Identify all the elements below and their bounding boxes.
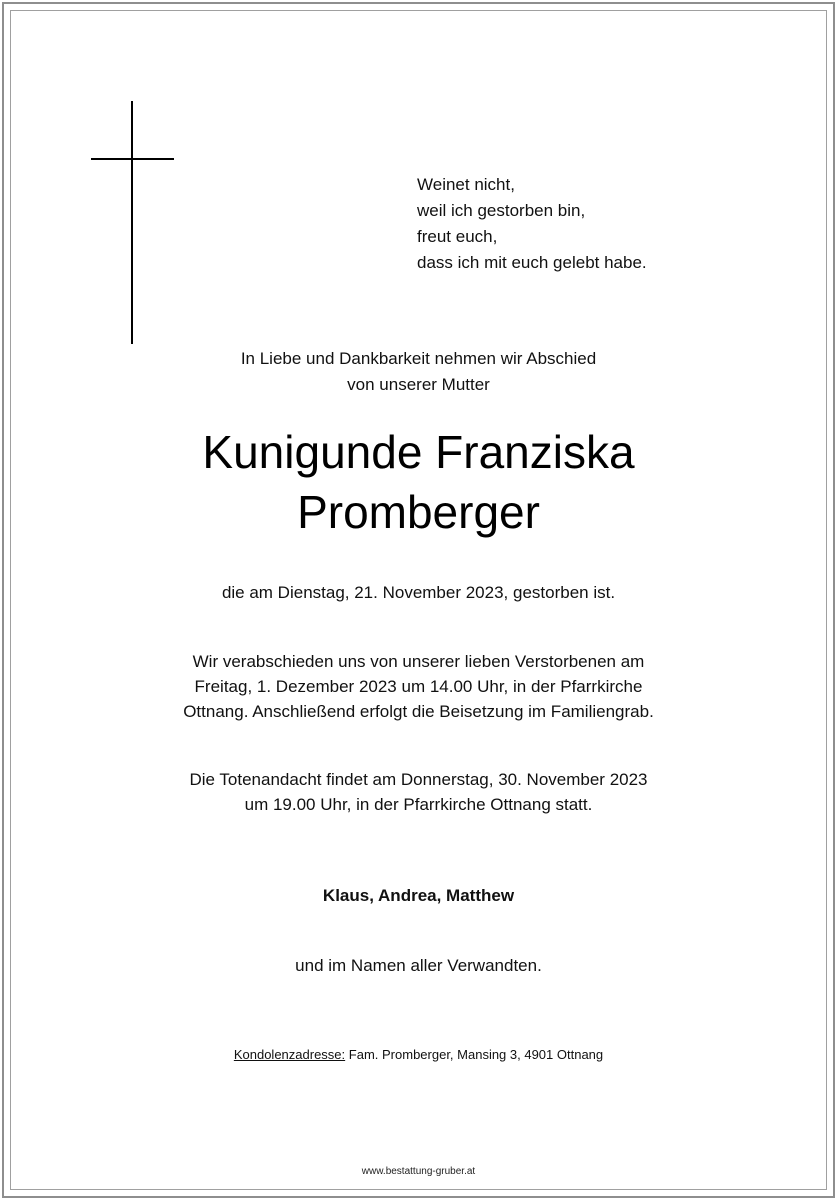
vigil-details [0,767,837,817]
intro-line: von unserer Mutter [347,375,490,394]
relatives-note: und im Namen aller Verwandten. [295,956,542,975]
death-notice: die am Dienstag, 21. November 2023, gestorben ist. [221,583,616,602]
poem-line: dass ich mit euch gelebt habe. [417,253,647,272]
farewell-intro [0,346,837,398]
family-names: Klaus, Andrea, Matthew [322,886,515,905]
vigil-line: Die Totenandacht findet am Donnerstag, 30. November 2023 [189,770,648,789]
deceased-name-first: Kunigunde Franziska [202,426,635,478]
vigil-line: um 19.00 Uhr, in der Pfarrkirche Ottnang statt. [244,795,593,814]
condolence-address-text: Fam. Promberger, Mansing 3, 4901 Ottnang [348,1047,604,1062]
memorial-poem [417,172,647,276]
poem-line: Weinet nicht, [417,175,515,194]
cross-horizontal-bar [91,158,174,160]
condolence-address [0,1045,837,1065]
intro-line: In Liebe und Dankbarkeit nehmen wir Abschied [240,349,597,368]
funeral-line: Freitag, 1. Dezember 2023 um 14.00 Uhr, in der Pfarrkirche [194,677,643,696]
poem-line: freut euch, [417,227,498,246]
deceased-name-last: Promberger [297,486,540,538]
condolence-label: Kondolenzadresse: [233,1047,346,1062]
funeral-details [0,649,837,724]
funeral-line: Ottnang. Anschließend erfolgt die Beisetzung im Familiengrab. [183,702,654,721]
funeral-home-website[interactable]: www.bestattung-gruber.at [361,1166,476,1177]
funeral-line: Wir verabschieden uns von unserer lieben Verstorbenen am [192,652,645,671]
deceased-name [0,422,837,542]
poem-line: weil ich gestorben bin, [417,201,586,220]
cross-vertical-bar [131,101,133,344]
